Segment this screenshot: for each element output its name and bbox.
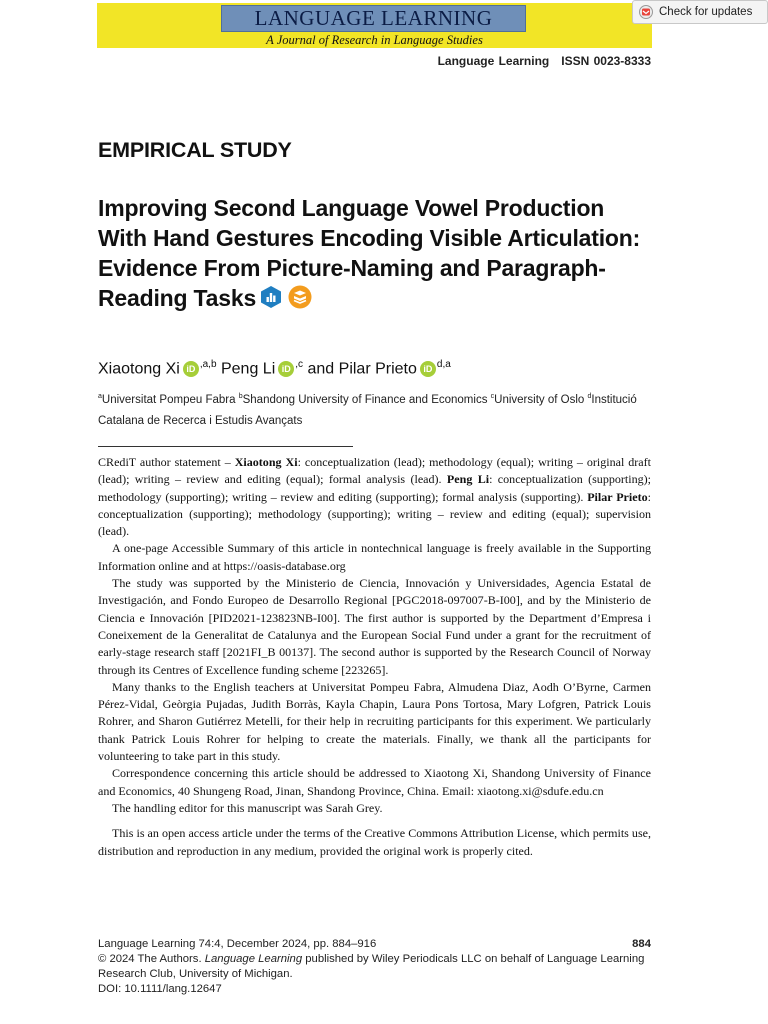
orcid-icon[interactable]: iD: [183, 361, 199, 377]
open-data-badge-icon[interactable]: [260, 285, 282, 316]
header-journal: Language Learning: [437, 54, 550, 68]
affiliations: $^a$Universitat Pompeu Fabra $^b$Shandong University of Finance and Economics $^c$University of Oslo $^d$Institució Catalana de Recerca i Estudis Avançats: [98, 393, 637, 427]
orcid-icon[interactable]: iD: [278, 361, 294, 377]
affiliation-c: University of Oslo: [494, 393, 585, 406]
author-affil-marker: d,a: [436, 359, 451, 370]
author-name[interactable]: Xiaotong Xi: [98, 360, 180, 378]
journal-title-box: [221, 5, 526, 32]
affiliation-a: Universitat Pompeu Fabra: [101, 393, 236, 406]
check-updates-icon: [639, 5, 653, 19]
accessible-summary-note: A one-page Accessible Summary of this article in nontechnical language is freely available in the Supporting Information online and at https://oasis-database.org: [98, 541, 651, 573]
article-title-text: Improving Second Language Vowel Production With Hand Gestures Encoding Visible Articulation: Evidence From Picture-Naming and Paragraph-Reading Tasks: [98, 195, 641, 311]
running-header: [438, 54, 651, 68]
footnotes: [98, 454, 651, 860]
check-for-updates-button[interactable]: [632, 0, 768, 24]
orcid-icon[interactable]: iD: [420, 361, 436, 377]
page-footer: [98, 937, 651, 997]
author-conjunction: and: [307, 360, 335, 378]
affiliation-d: Institució Catalana de Recerca i Estudis Avançats: [98, 393, 637, 427]
page-number: 884: [632, 938, 651, 950]
citation-line: Language Learning 74:4, December 2024, pp. 884–916: [98, 938, 377, 950]
correspondence-note: Correspondence concerning this article should be addressed to Xiaotong Xi, Shandong University of Finance and Economics, 40 Shungeng Road, Jinan, Shandong Province, China. Email: xiaotong.xi@sdufe.edu.cn: [98, 766, 651, 798]
journal-title: LANGUAGE LEARNING: [254, 6, 493, 30]
check-updates-label: Check for updates: [659, 6, 753, 18]
journal-banner: [97, 3, 652, 48]
open-access-license: This is an open access article under the terms of the Creative Commons Attribution License, which permits use, distribution and reproduction in any medium, provided the original work is properly cited.: [98, 826, 651, 858]
affiliation-b: Shandong University of Finance and Economics: [242, 393, 488, 406]
open-science-badges: [260, 285, 312, 316]
author-name[interactable]: Peng Li: [220, 360, 276, 378]
header-issn: ISSN 0023-8333: [561, 54, 651, 68]
article-title: [98, 193, 658, 316]
author-name[interactable]: Pilar Prieto: [338, 360, 417, 378]
author-list: [98, 359, 451, 378]
doi-line[interactable]: DOI: 10.1111/lang.12647: [98, 983, 222, 995]
footnote-divider: [98, 446, 353, 447]
credit-statement: CRediT author statement – Xiaotong Xi: conceptualization (lead); methodology (equal); writing – original draft (lead); writing – review and editing (equal); formal analysis (lead). Peng Li: conceptualization (supporting); methodology (supporting); writing – review and editing (supporting); formal analysis (supporting). Pilar Prieto: conceptualization (supporting); methodology (supporting); writing – review and editing (equal); supervision (lead).: [98, 455, 652, 539]
handling-editor-note: The handling editor for this manuscript was Sarah Grey.: [112, 800, 383, 815]
author-affil-marker: ,c: [295, 359, 304, 370]
journal-subtitle: A Journal of Research in Language Studies: [266, 33, 483, 47]
funding-note: The study was supported by the Ministerio de Ciencia, Innovación y Universidades, Agencia Estatal de Investigación, and Fondo Europeo de Desarrollo Regional [PGC2018-097007-B-I00], and by the Ministerio de Ciencia e Innovación [PID2021-123823NB-I00]. The first author is supported by the Department d’Empresa i Coneixement de la Generalitat de Catalunya and the European Social Fund under a grant for the recruitment of early-stage research staff [2021FI_B 00137]. The second author is supported by the Research Council of Norway through its Centres of Excellence funding scheme [223265].: [98, 576, 651, 677]
section-label: EMPIRICAL STUDY: [98, 138, 292, 162]
copyright-line: © 2024 The Authors. Language Learning published by Wiley Periodicals LLC on behalf of Language Learning Research Club, University of Michigan.: [98, 953, 645, 980]
open-materials-badge-icon[interactable]: [288, 285, 312, 316]
acknowledgments-note: Many thanks to the English teachers at Universitat Pompeu Fabra, Almudena Diaz, Aodh O’Byrne, Carmen Pérez-Vidal, Geòrgia Pujadas, Judith Borràs, Kayla Chapin, Laura Pons Tortosa, Mary Lofgren, Patrick Louis Rohrer, and Sharon Gutiérrez Metelli, for their help in recruiting participants for this experiment. We particularly thank Patrick Louis Rohrer for helping to create the materials. Finally, we thank all the participants for volunteering to take part in this study.: [98, 679, 651, 764]
author-affil-marker: ,a,b: [199, 359, 217, 370]
